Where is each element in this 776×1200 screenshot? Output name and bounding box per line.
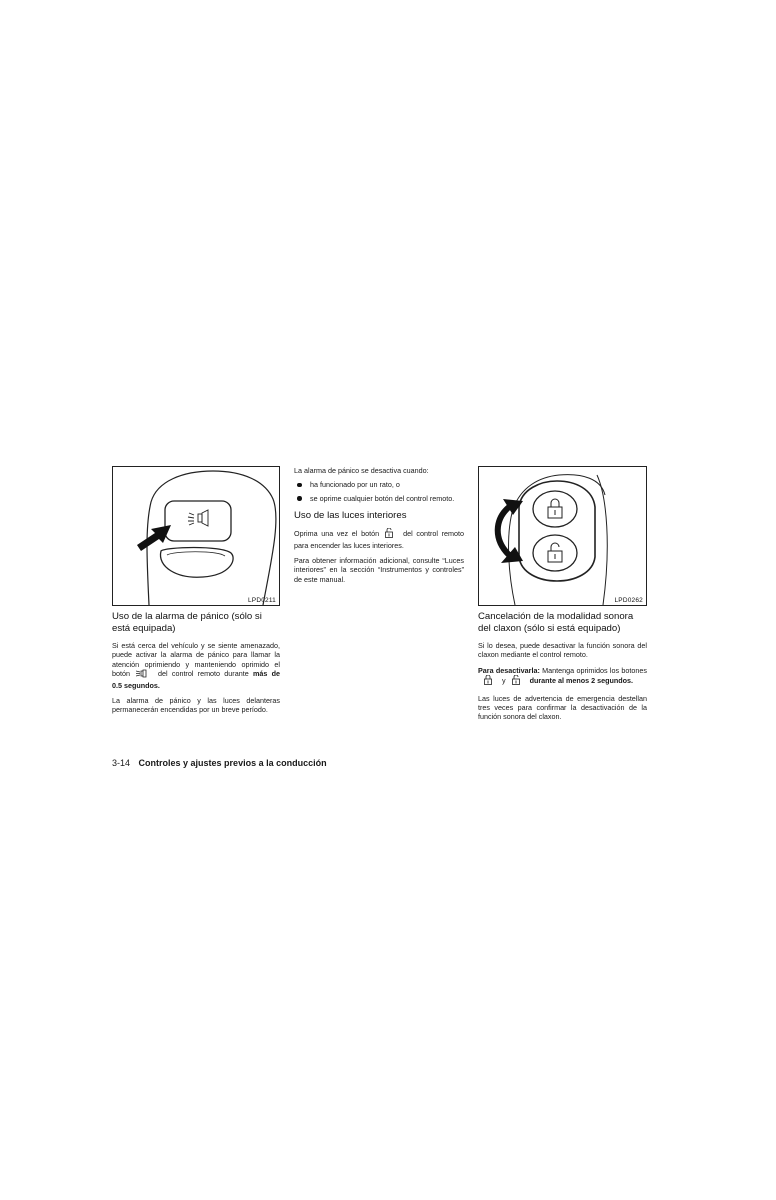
bold-text: durante al menos 2 segundos. <box>529 676 634 686</box>
section-title: Controles y ajustes previos a la conducción <box>138 758 327 768</box>
paragraph <box>294 528 464 550</box>
figure-panic-alarm <box>112 466 280 606</box>
figure-label: LPD0211 <box>247 597 276 604</box>
figure-label: LPD0262 <box>614 597 643 604</box>
text-run: Si está cerca del vehículo y se siente amenazado, puede activar la alarma de pánico para llamar la atención oprimiendo y manteniendo oprimido el botón <box>112 641 280 679</box>
bold-text: más de 0.5 segundos. <box>112 669 281 690</box>
paragraph <box>478 666 647 688</box>
text-run: del control remoto para encender las luces interiores. <box>294 529 465 550</box>
right-column <box>478 611 647 728</box>
paragraph: Las luces de advertencia de emergencia destellan tres veces para confirmar la desactivación de la función sonora del claxon. <box>478 693 647 722</box>
paragraph: La alarma de pánico se desactiva cuando: <box>294 466 429 475</box>
text-run: Oprima una vez el botón <box>294 529 380 539</box>
bullet-icon <box>297 483 302 488</box>
text-run: Mantenga oprimidos los botones <box>542 665 647 675</box>
page-number: 3-14 <box>112 758 131 768</box>
press-arrow-icon <box>137 525 171 551</box>
list-item <box>294 494 464 503</box>
unlock-button-icon <box>385 528 393 540</box>
section-heading: Cancelación de la modalidad sonora del claxon (sólo si está equipado) <box>478 611 634 634</box>
unlock-button-icon <box>512 675 520 687</box>
panic-remote-illustration <box>113 467 281 607</box>
list-item-text: se oprime cualquier botón del control remoto. <box>310 493 455 503</box>
horn-remote-illustration <box>479 467 648 607</box>
list-item <box>294 480 464 489</box>
figure-horn-cancel <box>478 466 647 606</box>
lock-button-icon <box>484 675 492 687</box>
text-run: del control remoto durante <box>158 669 249 679</box>
section-heading: Uso de la alarma de pánico (sólo si está equipada) <box>112 611 262 634</box>
page-footer <box>112 758 327 768</box>
middle-column <box>294 466 464 590</box>
paragraph: La alarma de pánico y las luces delanteras permanecerán encendidas por un breve período. <box>112 696 280 715</box>
paragraph <box>112 641 280 690</box>
paragraph: Para obtener información adicional, consulte “Luces interiores” en la sección “Instrumentos y controles” de este manual. <box>294 556 464 584</box>
paragraph: Si lo desea, puede desactivar la función sonora del claxon mediante el control remoto. <box>478 641 647 660</box>
panic-button-icon <box>136 669 148 680</box>
left-column <box>112 611 280 721</box>
text-run: y <box>502 676 506 686</box>
list-item-text: ha funcionado por un rato, o <box>310 480 400 490</box>
bullet-icon <box>297 496 302 501</box>
bold-text: Para desactivarla: <box>478 665 540 675</box>
section-heading: Uso de las luces interiores <box>294 510 407 522</box>
